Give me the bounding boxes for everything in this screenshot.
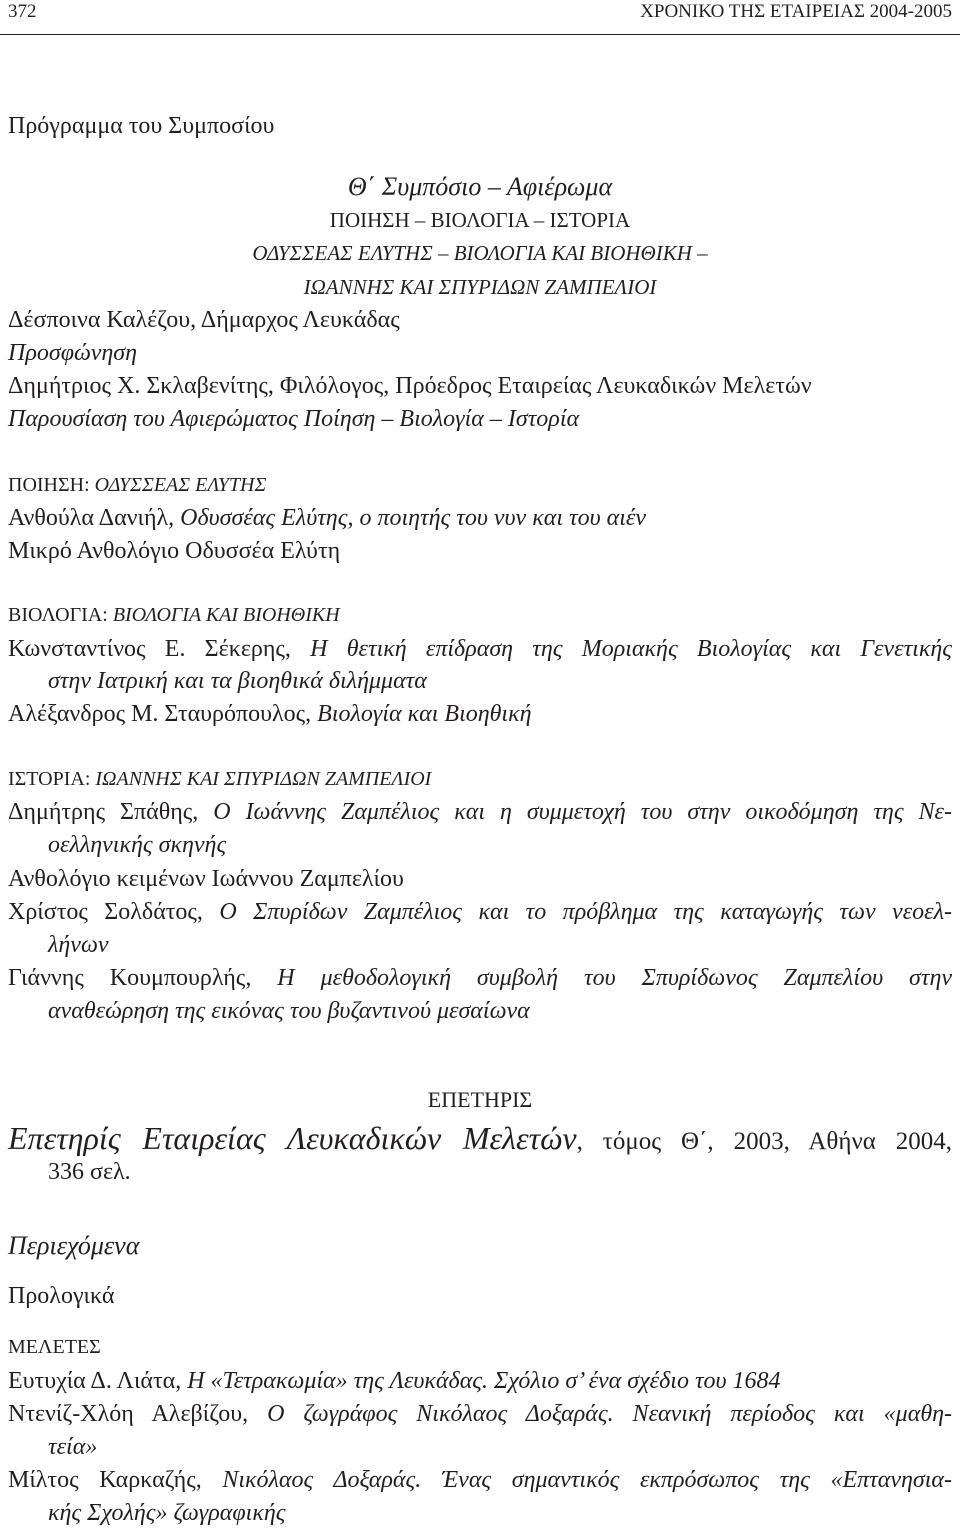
- symposium-title: Θ΄ Συμπόσιο – Αφιέρωμα: [347, 172, 613, 201]
- program-entry: [8, 633, 952, 666]
- studies-heading: ΜΕΛΕΤΕΣ: [8, 1336, 101, 1358]
- symposium-theme-line: ΙΩΑΝΝΗΣ ΚΑΙ ΣΠΥΡΙΔΩΝ ΖΑΜΠΕΛΙΟΙ: [303, 275, 657, 299]
- entry-title: Νικόλαος Δοξαράς. Ένας σημαντικός εκπρόσωπος της «Επτανησια-: [222, 1467, 952, 1493]
- entry-title-continued: στην Ιατρική και τα βιοηθικά διλήμματα: [48, 668, 427, 694]
- program-entry: Μικρό Ανθολόγιο Οδυσσέα Ελύτη: [8, 538, 341, 564]
- entry-title: Ο ζωγράφος Νικόλαος Δοξαράς. Νεανική περίοδος και «μαθη-: [267, 1401, 952, 1427]
- section-label: ΠΟΙΗΣΗ:: [8, 474, 90, 496]
- study-entry: [8, 1464, 952, 1497]
- entry-author: Αλέξανδρος Μ. Σταυρόπουλος,: [8, 701, 312, 727]
- entry-author: Ντενίζ-Χλόη Αλεβίζου,: [8, 1401, 249, 1427]
- opening-talk: Προσφώνηση: [8, 340, 138, 366]
- study-entry: [8, 1365, 952, 1398]
- entry-title: Η θετική επίδραση της Μοριακής Βιολογίας και Γενετικής: [310, 636, 953, 662]
- section-theme: ΟΔΥΣΣΕΑΣ ΕΛΥΤΗΣ: [94, 474, 267, 496]
- section-label: ΙΣΤΟΡΙΑ:: [8, 768, 91, 790]
- study-entry: [8, 1398, 952, 1431]
- entry-title: Ο Σπυρίδων Ζαμπέλιος και το πρόβλημα της καταγωγής των νεοελ-: [219, 899, 952, 925]
- yearbook-heading: ΕΠΕΤΗΡΙΣ: [427, 1087, 533, 1112]
- symposium-theme-line: ΟΔΥΣΣΕΑΣ ΕΛΥΤΗΣ – ΒΙΟΛΟΓΙΑ ΚΑΙ ΒΙΟΗΘΙΚΗ –: [252, 241, 708, 265]
- header-rule: [0, 34, 960, 35]
- page-number: 372: [8, 1, 37, 22]
- program-entry: [8, 502, 952, 535]
- running-title: ΧΡΟΝΙΚΟ ΤΗΣ ΕΤΑΙΡΕΙΑΣ 2004-2005: [640, 1, 952, 22]
- program-entry: [8, 896, 952, 929]
- entry-title: Η μεθοδολογική συμβολή του Σπυρίδωνος Ζαμπελίου στην: [277, 965, 953, 991]
- entry-title-continued: τεία»: [48, 1434, 98, 1460]
- section-heading: [8, 599, 952, 632]
- section-theme: ΒΙΟΛΟΓΙΑ ΚΑΙ ΒΙΟΗΘΙΚΗ: [112, 604, 340, 626]
- section-label: ΒΙΟΛΟΓΙΑ:: [8, 604, 108, 626]
- entry-author: Δημήτρης Σπάθης,: [8, 799, 199, 825]
- entry-author: Ευτυχία Δ. Λιάτα,: [8, 1368, 182, 1394]
- entry-author: Χρίστος Σολδάτος,: [8, 899, 203, 925]
- yearbook-citation: [8, 1119, 952, 1161]
- entry-title: Βιολογία και Βιοηθική: [317, 701, 532, 727]
- contents-foreword: Προλογικά: [8, 1283, 115, 1309]
- section-heading: [8, 469, 952, 502]
- opening-speaker: Δημήτριος Χ. Σκλαβενίτης, Φιλόλογος, Πρόεδρος Εταιρείας Λευκαδικών Μελετών: [8, 373, 812, 399]
- program-entry: [8, 962, 952, 995]
- contents-heading: Περιεχόμενα: [8, 1231, 140, 1260]
- program-entry: [8, 698, 952, 731]
- program-heading: Πρόγραμμα του Συμποσίου: [8, 113, 275, 139]
- symposium-subtitle: ΠΟΙΗΣΗ – ΒΙΟΛΟΓΙΑ – ΙΣΤΟΡΙΑ: [329, 208, 631, 232]
- entry-author: Ανθούλα Δανιήλ,: [8, 505, 175, 531]
- entry-title: Ο Ιωάννης Ζαμπέλιος και η συμμετοχή του στην οικοδόμηση της Νε-: [213, 799, 952, 825]
- opening-speaker: Δέσποινα Καλέζου, Δήμαρχος Λευκάδας: [8, 307, 400, 333]
- entry-title-continued: κής Σχολής» ζωγραφικής: [48, 1500, 286, 1526]
- entry-title: Η «Τετρακωμία» της Λευκάδας. Σχόλιο σ’ ένα σχέδιο του 1684: [187, 1368, 781, 1394]
- program-entry: Ανθολόγιο κειμένων Ιωάννου Ζαμπελίου: [8, 866, 404, 892]
- entry-title-continued: λήνων: [48, 932, 109, 958]
- entry-title-continued: αναθεώρηση της εικόνας του βυζαντινού μεσαίωνα: [48, 998, 530, 1024]
- section-theme: ΙΩΑΝΝΗΣ ΚΑΙ ΣΠΥΡΙΔΩΝ ΖΑΜΠΕΛΙΟΙ: [95, 768, 432, 790]
- entry-author: Μίλτος Καρκαζής,: [8, 1467, 202, 1493]
- yearbook-title: Επετηρίς Εταιρείας Λευκαδικών Μελετών: [8, 1120, 577, 1156]
- entry-author: Κωνσταντίνος Ε. Σέκερης,: [8, 636, 291, 662]
- entry-title: Οδυσσέας Ελύτης, ο ποιητής του νυν και του αιέν: [180, 505, 646, 531]
- section-heading: [8, 763, 952, 796]
- entry-title-continued: οελληνικής σκηνής: [48, 832, 227, 858]
- opening-talk: Παρουσίαση του Αφιερώματος Ποίηση – Βιολογία – Ιστορία: [8, 406, 580, 432]
- yearbook-details: , τόμος Θ΄, 2003, Αθήνα 2004,: [576, 1128, 953, 1155]
- entry-author: Γιάννης Κουμπουρλής,: [8, 965, 252, 991]
- program-entry: [8, 796, 952, 829]
- yearbook-pages: 336 σελ.: [48, 1159, 131, 1185]
